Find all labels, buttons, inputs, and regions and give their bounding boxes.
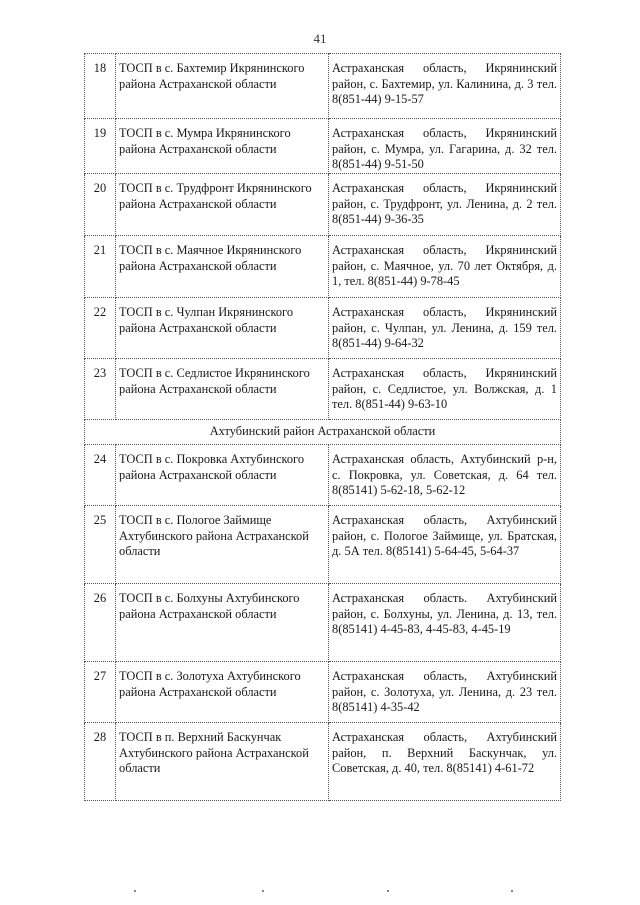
row-number: 28 [85, 723, 116, 801]
row-number: 19 [85, 119, 116, 174]
scan-dot [511, 890, 513, 892]
office-name: ТОСП в с. Бахтемир Икрянинского района Астраханской области [116, 54, 329, 119]
section-row [85, 420, 561, 445]
table-row [85, 584, 561, 662]
office-address: Астраханская область, Икрянинский район, с. Маячное, ул. 70 лет Октября, д. 1, тел. 8(851-44) 9-78-45 [329, 236, 561, 298]
table-row [85, 119, 561, 174]
table-row [85, 298, 561, 359]
office-address: Астраханская область, Ахтубинский район, п. Верхний Баскунчак, ул. Советская, д. 40, тел. 8(85141) 4-61-72 [329, 723, 561, 801]
office-address: Астраханская область, Икрянинский район, с. Трудфронт, ул. Ленина, д. 2 тел. 8(851-44) 9-36-35 [329, 174, 561, 236]
office-name: ТОСП в п. Верхний Баскунчак Ахтубинского района Астраханской области [116, 723, 329, 801]
office-name: ТОСП в с. Чулпан Икрянинского района Астраханской области [116, 298, 329, 359]
table-row [85, 359, 561, 420]
row-number: 18 [85, 54, 116, 119]
office-name: ТОСП в с. Золотуха Ахтубинского района Астраханской области [116, 662, 329, 723]
table-row [85, 54, 561, 119]
office-address: Астраханская область, Икрянинский район, с. Седлистое, ул. Волжская, д. 1 тел. 8(851-44) 9-63-10 [329, 359, 561, 420]
office-address: Астраханская область, Ахтубинский район, с. Пологое Займище, ул. Братская, д. 5А тел. 8(85141) 5-64-45, 5-64-37 [329, 506, 561, 584]
office-name: ТОСП в с. Трудфронт Икрянинского района Астраханской области [116, 174, 329, 236]
office-name: ТОСП в с. Седлистое Икрянинского района Астраханской области [116, 359, 329, 420]
office-table [84, 53, 561, 801]
page-number: 41 [313, 31, 327, 46]
office-name: ТОСП в с. Покровка Ахтубинского района Астраханской области [116, 445, 329, 506]
scan-artifacts [0, 890, 640, 896]
office-name: ТОСП в с. Болхуны Ахтубинского района Астраханской области [116, 584, 329, 662]
scan-dot [387, 890, 389, 892]
table-row [85, 723, 561, 801]
row-number: 24 [85, 445, 116, 506]
row-number: 23 [85, 359, 116, 420]
office-address: Астраханская область, Ахтубинский район, с. Золотуха, ул. Ленина, д. 23 тел. 8(85141) 4-35-42 [329, 662, 561, 723]
office-name: ТОСП в с. Мумра Икрянинского района Астраханской области [116, 119, 329, 174]
row-number: 21 [85, 236, 116, 298]
row-number: 26 [85, 584, 116, 662]
table-row [85, 445, 561, 506]
scan-dot [262, 890, 264, 892]
scan-dot [134, 890, 136, 892]
office-address: Астраханская область. Ахтубинский район, с. Болхуны, ул. Ленина, д. 13, тел. 8(85141) 4-45-83, 4-45-83, 4-45-19 [329, 584, 561, 662]
row-number: 27 [85, 662, 116, 723]
table-row [85, 174, 561, 236]
table-row [85, 236, 561, 298]
row-number: 25 [85, 506, 116, 584]
office-address: Астраханская область, Ахтубинский р-н, с. Покровка, ул. Советская, д. 64 тел. 8(85141) 5-62-18, 5-62-12 [329, 445, 561, 506]
office-address: Астраханская область, Икрянинский район, с. Чулпан, ул. Ленина, д. 159 тел. 8(851-44) 9-64-32 [329, 298, 561, 359]
section-title: Ахтубинский район Астраханской области [85, 420, 561, 445]
row-number: 20 [85, 174, 116, 236]
office-address: Астраханская область, Икрянинский район, с. Бахтемир, ул. Калинина, д. 3 тел. 8(851-44) 9-15-57 [329, 54, 561, 119]
office-name: ТОСП в с. Маячное Икрянинского района Астраханской области [116, 236, 329, 298]
table-row [85, 506, 561, 584]
table-row [85, 662, 561, 723]
office-address: Астраханская область, Икрянинский район, с. Мумра, ул. Гагарина, д. 32 тел. 8(851-44) 9-51-50 [329, 119, 561, 174]
office-name: ТОСП в с. Пологое Займище Ахтубинского района Астраханской области [116, 506, 329, 584]
row-number: 22 [85, 298, 116, 359]
